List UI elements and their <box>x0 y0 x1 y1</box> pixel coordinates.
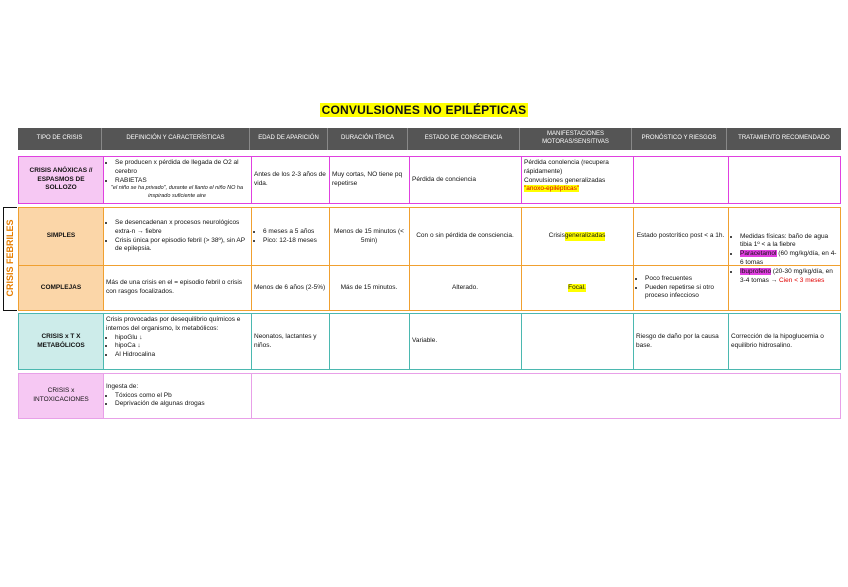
definicion-complejas: Más de una crisis en el = episodio febril o crisis con rasgos focalizados. <box>106 279 243 295</box>
tratamiento-cell: Corrección de la hipoglucemia o equilibrio hidrosalino. <box>731 332 824 349</box>
header-manifestaciones: MANIFESTACIONES MOTORAS/SENSITIVAS <box>520 128 632 150</box>
crisis-febriles-bracket: CRISIS FEBRILES <box>3 207 17 311</box>
manifestaciones-cell: Pérdida conolencia (recupera rápidamente) Convulsiones generalizadas "anoxo-epilépticas" <box>524 159 609 193</box>
manifestaciones-simples: Crisis generalizadas <box>548 232 606 240</box>
row-anoxicas <box>18 156 841 204</box>
row-febriles <box>18 207 841 311</box>
definicion-cell: Ingesta de: • Tóxicos como el Pb • Deprivación de algunas drogas <box>103 374 251 418</box>
row-label: CRISIS x INTOXICACIONES <box>19 374 103 418</box>
duracion-complejas: Más de 15 minutos. <box>340 283 398 291</box>
header-duracion: DURACIÓN TÍPICA <box>328 128 408 150</box>
row-label-simples: SIMPLES <box>19 208 103 265</box>
tratamiento-febril: • Medidas físicas: baño de agua tibia 1º < a la fiebre • Paracetamol (60 mg/kg/día, en 4-6 tomas • Ibuprofeno (20-30 mg/kg/día, en 3-4 tomas → Cien < 3 meses <box>728 208 840 310</box>
header-pronostico: PRONÓSTICO Y RIESGOS <box>632 128 727 150</box>
header-edad: EDAD DE APARICIÓN <box>250 128 328 150</box>
pronostico-cell: Riesgo de daño por la causa base. <box>636 332 719 349</box>
definicion-simples: • Se desencadenan x procesos neurológicos extra-n → fiebre • Crisis única por episodio febril (> 38º), sin AP de epilepsia. <box>103 208 251 265</box>
row-metabolicos <box>18 313 841 370</box>
header-estado: ESTADO DE CONSCIENCIA <box>408 128 520 150</box>
estado-simples: Con o sin pérdida de consciencia. <box>416 232 514 240</box>
definicion-cell: • Se producen x pérdida de llegada de O2 al cerebro • RABIETAS "el niño se ha privado", durante el llanto el niño NO ha inspirado suficiente aire <box>103 157 251 203</box>
estado-cell: Variable. <box>412 337 438 345</box>
row-label: CRISIS ANÓXICAS // ESPASMOS DE SOLLOZO <box>19 157 103 203</box>
row-label-complejas: COMPLEJAS <box>19 266 103 310</box>
row-label: CRISIS x T X METABÓLICOS <box>19 314 103 369</box>
edad-simples: • 6 meses a 5 años • Pico: 12-18 meses <box>251 208 329 265</box>
page-title: CONVULSIONES NO EPILÉPTICAS <box>321 103 527 117</box>
estado-complejas: Alterado. <box>451 283 479 291</box>
definicion-cell: Crisis provocadas por desequilibrio químicos e internos del organismo, lx metabólicos: • hipoGlu ↓ • hipoCa ↓ • Al Hidrocalina <box>103 314 251 369</box>
row-intoxicaciones <box>18 373 841 419</box>
edad-complejas: Menos de 6 años (2-5%) <box>254 283 326 291</box>
header-tratamiento: TRATAMIENTO RECOMENDADO <box>727 128 841 150</box>
pronostico-simples: Estado postcrítico post < a 1h. <box>636 232 725 240</box>
edad-cell: Antes de los 2-3 años de vida. <box>254 171 326 187</box>
manifestaciones-complejas: Focal. <box>568 283 586 291</box>
duracion-cell: Muy cortas, NO tiene pq repetirse <box>332 171 403 187</box>
edad-cell: Neonatos, lactantes y niños. <box>254 332 317 349</box>
duracion-simples: Menos de 15 minutos (< 5min) <box>334 227 404 244</box>
estado-cell: Pérdida de conciencia <box>412 175 476 183</box>
pronostico-complejas: • Poco frecuentes • Pueden repetirse si otro proceso infeccioso <box>633 266 728 310</box>
header-definicion: DEFINICIÓN Y CARACTERÍSTICAS <box>102 128 250 150</box>
header-tipo: TIPO DE CRISIS <box>18 128 102 150</box>
